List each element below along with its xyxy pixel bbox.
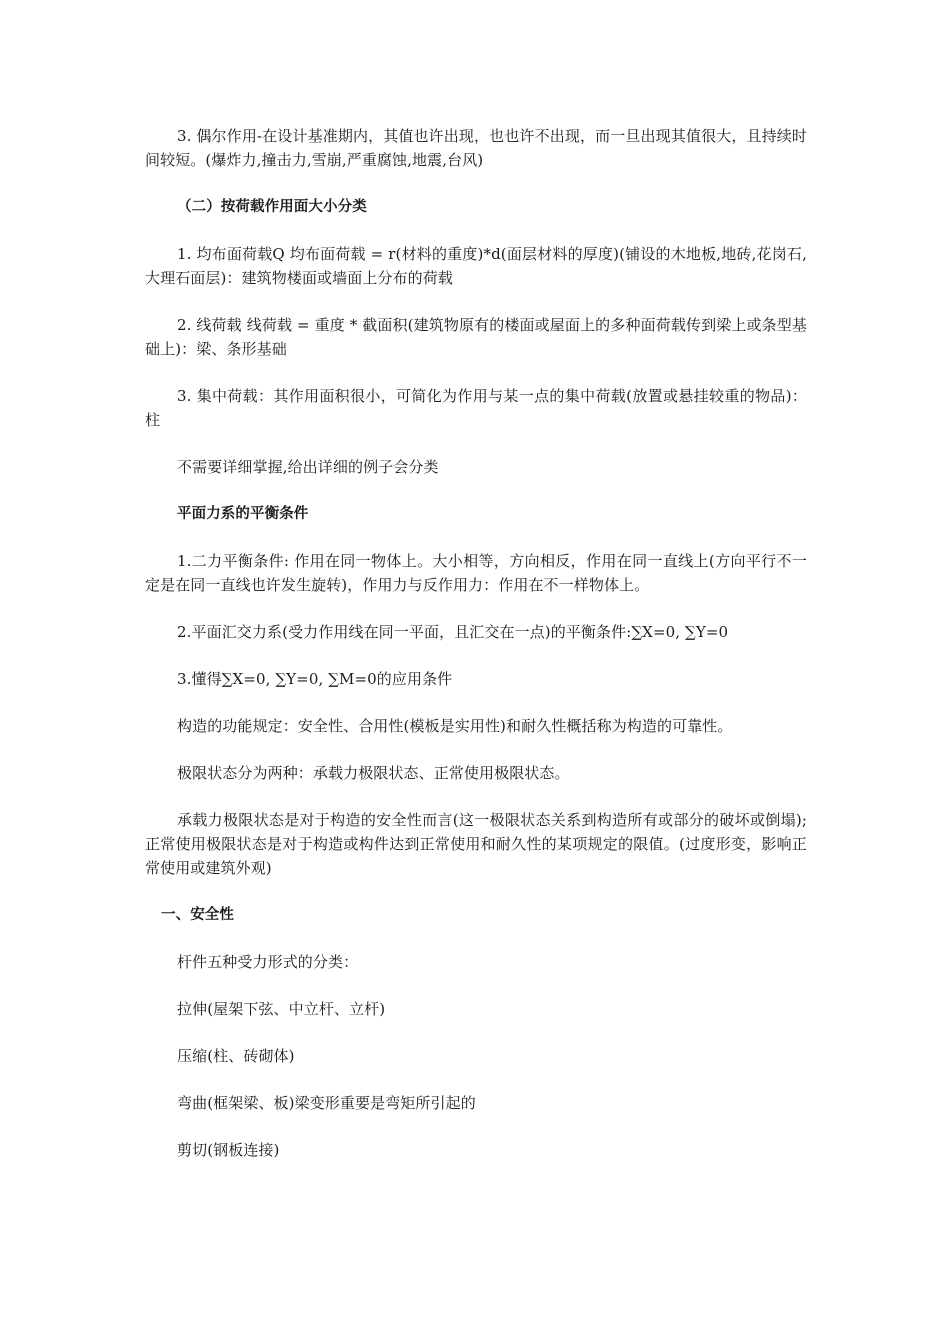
section-heading-equilibrium: 平面力系的平衡条件	[177, 506, 309, 522]
list-item-bending: 弯曲(框架梁、板)梁变形重要是弯矩所引起的	[177, 1094, 476, 1112]
paragraph-note: 不需要详细掌握,给出详细的例子会分类	[177, 458, 439, 476]
paragraph-force-forms: 杆件五种受力形式的分类：	[177, 953, 359, 971]
section-heading-load-area: （二）按荷载作用面大小分类	[177, 199, 367, 215]
list-item-shear: 剪切(钢板连接)	[177, 1141, 280, 1159]
paragraph-concentrated-load: 3. 集中荷载：其作用面积很小，可简化为作用与某一点的集中荷载(放置或悬挂较重的物品)：柱	[145, 387, 807, 429]
paragraph-limit-states: 极限状态分为两种：承载力极限状态、正常使用极限状态。	[177, 764, 570, 782]
list-item-tension: 拉伸(屋架下弦、中立杆、立杆)	[177, 1000, 386, 1018]
list-item-compression: 压缩(柱、砖砌体)	[177, 1047, 295, 1065]
paragraph-limit-state-detail: 承载力极限状态是对于构造的安全性而言(这一极限状态关系到构造所有或部分的破坏或倒塌);正常使用极限状态是对于构造或构件达到正常使用和耐久性的某项规定的限值。(过度形变，影响正常使用或建筑外观)	[145, 811, 807, 877]
paragraph-concurrent-force-system: 2.平面汇交力系(受力作用线在同一平面，且汇交在一点)的平衡条件:∑X=0, ∑Y=0	[177, 623, 729, 641]
paragraph-line-load: 2. 线荷载 线荷载 = 重度 * 截面积(建筑物原有的楼面或屋面上的多种面荷载传到梁上或条型基础上)：梁、条形基础	[145, 316, 807, 358]
paragraph-functional-requirements: 构造的功能规定：安全性、合用性(模板是实用性)和耐久性概括称为构造的可靠性。	[177, 717, 733, 735]
paragraph-two-force-equilibrium: 1.二力平衡条件: 作用在同一物体上。大小相等，方向相反，作用在同一直线上(方向平行不一定是在同一直线也许发生旋转)，作用力与反作用力：作用在不一样物体上。	[145, 552, 807, 594]
paragraph-application-conditions: 3.懂得∑X=0, ∑Y=0, ∑M=0的应用条件	[177, 670, 453, 688]
paragraph-uniform-load: 1. 均布面荷载Q 均布面荷载 = r(材料的重度)*d(面层材料的厚度)(铺设的木地板,地砖,花岗石,大理石面层)：建筑物楼面或墙面上分布的荷载	[145, 245, 807, 287]
paragraph-occasional-action: 3. 偶尔作用-在设计基准期内，其值也许出现，也也许不出现，而一旦出现其值很大，且持续时间较短。(爆炸力,撞击力,雪崩,严重腐蚀,地震,台风)	[145, 127, 807, 169]
document-page	[145, 124, 807, 1185]
section-heading-safety: 一、安全性	[161, 907, 234, 923]
